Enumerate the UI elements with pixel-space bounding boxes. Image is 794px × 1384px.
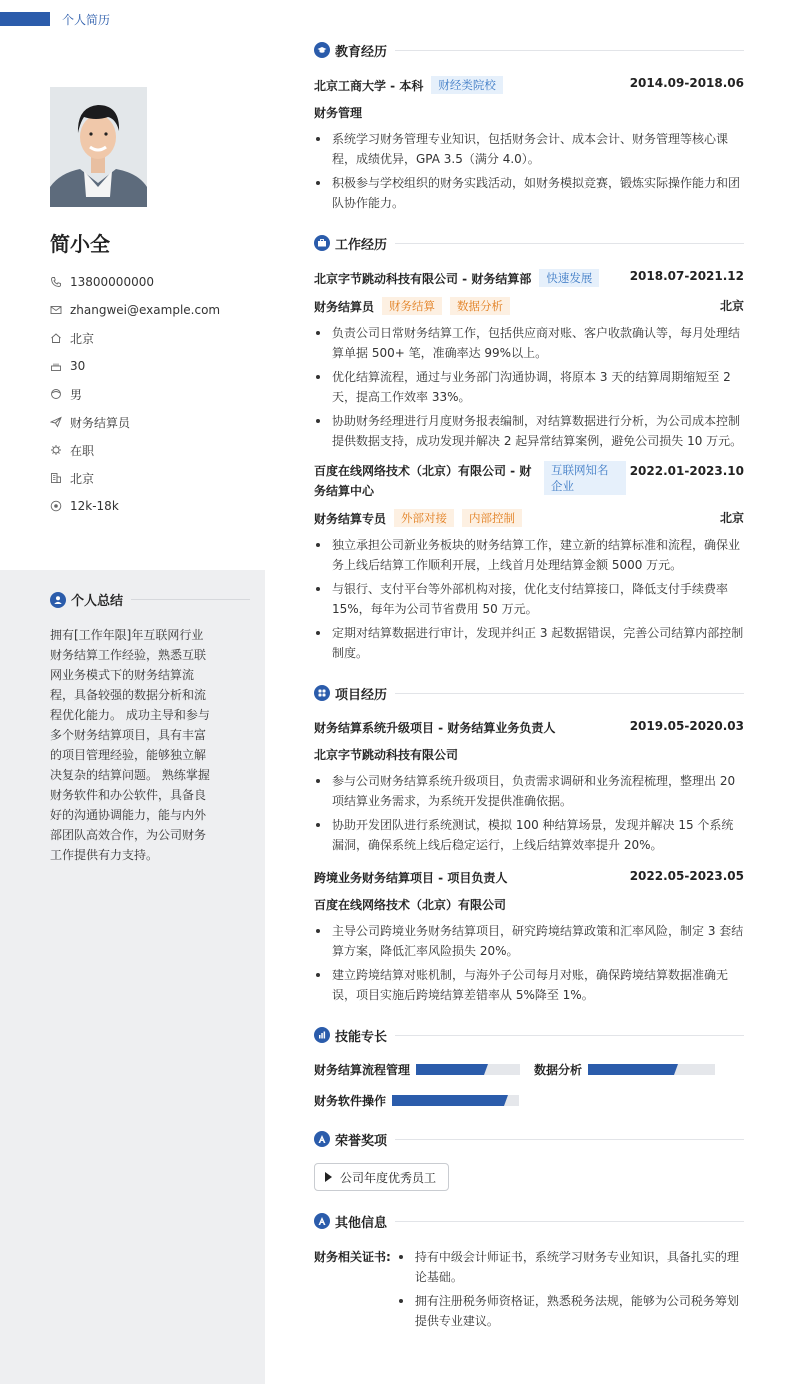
- other-title: 其他信息: [335, 1215, 388, 1231]
- certificates-bullets: [397, 1247, 744, 1335]
- list-item: 负责公司日常财务结算工作，包括供应商对账、客户收款确认等，每月处理结算单据 500+ 笔，准确率达 99%以上。: [314, 323, 744, 363]
- list-item: 系统学习财务管理专业知识，包括财务会计、成本会计、财务管理等核心课程，成绩优异，GPA 3.5（满分 4.0）。: [314, 129, 744, 169]
- education-header: [314, 40, 744, 60]
- project-org: 北京字节跳动科技有限公司: [314, 748, 459, 762]
- list-item: 与银行、支付平台等外部机构对接，优化支付结算接口，降低支付手续费率 15%，每年为公司节省费用 50 万元。: [314, 579, 744, 619]
- send-icon: [50, 416, 62, 428]
- divider: [395, 243, 744, 244]
- list-item: 协助开发团队进行系统测试，模拟 100 种结算场景，发现并解决 15 个系统漏洞，确保系统上线后稳定运行，上线后结算效率提升 20%。: [314, 815, 744, 855]
- skills-title: 技能专长: [335, 1029, 388, 1045]
- divider: [131, 599, 250, 600]
- skills-row: [314, 1061, 744, 1078]
- work-title: 工作经历: [335, 237, 388, 253]
- info-salary: [50, 492, 220, 520]
- info-email: [50, 296, 220, 324]
- skill-name: 财务结算流程管理: [314, 1063, 411, 1077]
- skill-bar-fill: [588, 1064, 674, 1075]
- honors-header: [314, 1129, 744, 1149]
- school-name: 北京工商大学 - 本科: [314, 78, 424, 93]
- school-tag: 财经类院校: [431, 76, 503, 94]
- list-item: 持有中级会计师证书，系统学习财务专业知识，具备扎实的理论基础。: [397, 1247, 744, 1287]
- skills-row: [314, 1092, 744, 1109]
- divider: [395, 1035, 744, 1036]
- age-value: 30: [70, 359, 86, 373]
- building-icon: [50, 472, 62, 484]
- project-row: [314, 719, 744, 736]
- education-bullets: [314, 129, 744, 213]
- skill-item: [314, 1092, 519, 1109]
- list-item: 协助财务经理进行月度财务报表编制，对结算数据进行分析，为公司成本控制提供数据支持，成功发现并解决 2 起异常结算案例，避免公司损失 10 万元。: [314, 411, 744, 451]
- salary-value: 12k-18k: [70, 499, 119, 513]
- award-label: 公司年度优秀员工: [340, 1170, 437, 1185]
- mail-icon: [50, 304, 62, 316]
- briefcase-icon: [314, 235, 330, 251]
- skill-item: [534, 1061, 715, 1078]
- job-row: [314, 269, 744, 287]
- status-value: 在职: [70, 443, 95, 458]
- info-status: [50, 436, 220, 464]
- status-icon: [50, 444, 62, 456]
- other-header: [314, 1211, 744, 1231]
- info-position: [50, 408, 220, 436]
- projects-title: 项目经历: [335, 687, 388, 703]
- award-item: [314, 1163, 449, 1191]
- gender-icon: [50, 388, 62, 400]
- grid-icon: [314, 685, 330, 701]
- contact-info-list: [50, 268, 220, 520]
- divider: [395, 1221, 744, 1222]
- list-item: 积极参与学校组织的财务实践活动，如财务模拟竞赛，锻炼实际操作能力和团队协作能力。: [314, 173, 744, 213]
- job-city: 北京: [719, 299, 744, 313]
- gender-value: 男: [70, 387, 83, 402]
- job-row: [314, 461, 744, 501]
- info-icon: [314, 1213, 330, 1229]
- list-item: 定期对结算数据进行审计，发现并纠正 3 起数据错误，完善公司结算内部控制制度。: [314, 623, 744, 663]
- divider: [395, 693, 744, 694]
- major: 财务管理: [314, 106, 363, 120]
- profile-photo: [50, 87, 147, 207]
- skill-tag: 内部控制: [462, 509, 522, 527]
- project-bullets: [314, 921, 744, 1005]
- phone-icon: [50, 276, 62, 288]
- summary-title: 个人总结: [71, 594, 124, 609]
- job-city: 北京: [719, 511, 744, 525]
- skill-item: [314, 1061, 520, 1078]
- job-date: 2018.07-2021.12: [629, 269, 744, 283]
- salary-icon: [50, 500, 62, 512]
- chart-icon: [314, 1027, 330, 1043]
- summary-panel: [0, 570, 265, 1384]
- skill-bar: [416, 1064, 520, 1075]
- education-row: [314, 76, 744, 94]
- project-date: 2019.05-2020.03: [629, 719, 744, 733]
- company-tag: 互联网知名企业: [544, 461, 626, 495]
- summary-text: 拥有[工作年限]年互联网行业财务结算工作经验，熟悉互联网业务模式下的财务结算流程，具备较强的数据分析和流程优化能力。 成功主导和参与多个财务结算项目，具有丰富的项目管理经验，能够独立解决复杂的结算问题。 熟练掌握财务软件和办公软件，具备良好的沟通协调能力，能与内外部团队高效合作，为公司财务工作提供有力支持。: [50, 628, 210, 862]
- company-tag: 快速发展: [539, 269, 599, 287]
- project-name: 跨境业务财务结算项目 - 项目负责人: [314, 871, 508, 885]
- skill-bar: [588, 1064, 715, 1075]
- profile-name: 简小全: [50, 232, 110, 256]
- job-role: 财务结算员: [314, 299, 375, 314]
- divider: [395, 50, 744, 51]
- education-date: 2014.09-2018.06: [629, 76, 744, 90]
- resume-label: 个人简历: [62, 13, 111, 27]
- project-bullets: [314, 771, 744, 855]
- honors-list: [314, 1163, 744, 1191]
- job-bullets: [314, 535, 744, 663]
- triangle-icon: [325, 1172, 332, 1182]
- project-date: 2022.05-2023.05: [629, 869, 744, 883]
- work-header: [314, 233, 744, 253]
- position-value: 财务结算员: [70, 415, 131, 430]
- job-bullets: [314, 323, 744, 451]
- main-content: [314, 40, 744, 1335]
- project-name: 财务结算系统升级项目 - 财务结算业务负责人: [314, 721, 556, 735]
- header-accent-bar: [0, 12, 50, 26]
- info-phone: [50, 268, 220, 296]
- user-icon: [50, 592, 66, 608]
- list-item: 独立承担公司新业务板块的财务结算工作，建立新的结算标准和流程，确保业务上线后结算工作顺利开展，上线首月处理结算金额 5000 万元。: [314, 535, 744, 575]
- projects-header: [314, 683, 744, 703]
- phone-value: 13800000000: [70, 275, 154, 289]
- age-icon: [50, 360, 62, 372]
- certificates-row: [314, 1247, 744, 1335]
- info-gender: [50, 380, 220, 408]
- skill-name: 财务软件操作: [314, 1094, 387, 1108]
- skill-bar-fill: [416, 1064, 484, 1075]
- home-icon: [50, 332, 62, 344]
- list-item: 参与公司财务结算系统升级项目，负责需求调研和业务流程梳理，整理出 20 项结算业务需求，为系统开发提供准确依据。: [314, 771, 744, 811]
- list-item: 拥有注册税务师资格证，熟悉税务法规，能够为公司税务筹划提供专业建议。: [397, 1291, 744, 1331]
- info-location: [50, 324, 220, 352]
- email-value: zhangwei@example.com: [70, 303, 221, 317]
- job-date: 2022.01-2023.10: [629, 464, 744, 478]
- skill-bar-fill: [392, 1095, 504, 1106]
- skills-header: [314, 1025, 744, 1045]
- project-row: [314, 869, 744, 886]
- summary-header: [50, 590, 250, 609]
- job-role-row: [314, 297, 744, 315]
- medal-icon: [314, 1131, 330, 1147]
- skill-bar: [392, 1095, 519, 1106]
- skill-tag: 财务结算: [382, 297, 442, 315]
- skill-tag: 外部对接: [394, 509, 454, 527]
- location-value: 北京: [70, 331, 95, 346]
- graduation-cap-icon: [314, 42, 330, 58]
- job-company: 百度在线网络技术（北京）有限公司 - 财务结算中心: [314, 464, 532, 498]
- education-title: 教育经历: [335, 44, 388, 60]
- skill-tag: 数据分析: [450, 297, 510, 315]
- honors-title: 荣誉奖项: [335, 1133, 388, 1149]
- divider: [395, 1139, 744, 1140]
- city-value: 北京: [70, 471, 95, 486]
- list-item: 建立跨境结算对账机制，与海外子公司每月对账，确保跨境结算数据准确无误，项目实施后跨境结算差错率从 5%降至 1%。: [314, 965, 744, 1005]
- info-city: [50, 464, 220, 492]
- info-age: [50, 352, 220, 380]
- job-role-row: [314, 509, 744, 527]
- job-role: 财务结算专员: [314, 511, 387, 526]
- job-company: 北京字节跳动科技有限公司 - 财务结算部: [314, 271, 532, 286]
- list-item: 主导公司跨境业务财务结算项目，研究跨境结算政策和汇率风险，制定 3 套结算方案，降低汇率风险损失 20%。: [314, 921, 744, 961]
- certificates-label: 财务相关证书:: [314, 1250, 391, 1264]
- project-org: 百度在线网络技术（北京）有限公司: [314, 898, 507, 912]
- list-item: 优化结算流程，通过与业务部门沟通协调，将原本 3 天的结算周期缩短至 2 天，提高工作效率 33%。: [314, 367, 744, 407]
- skill-name: 数据分析: [534, 1063, 583, 1077]
